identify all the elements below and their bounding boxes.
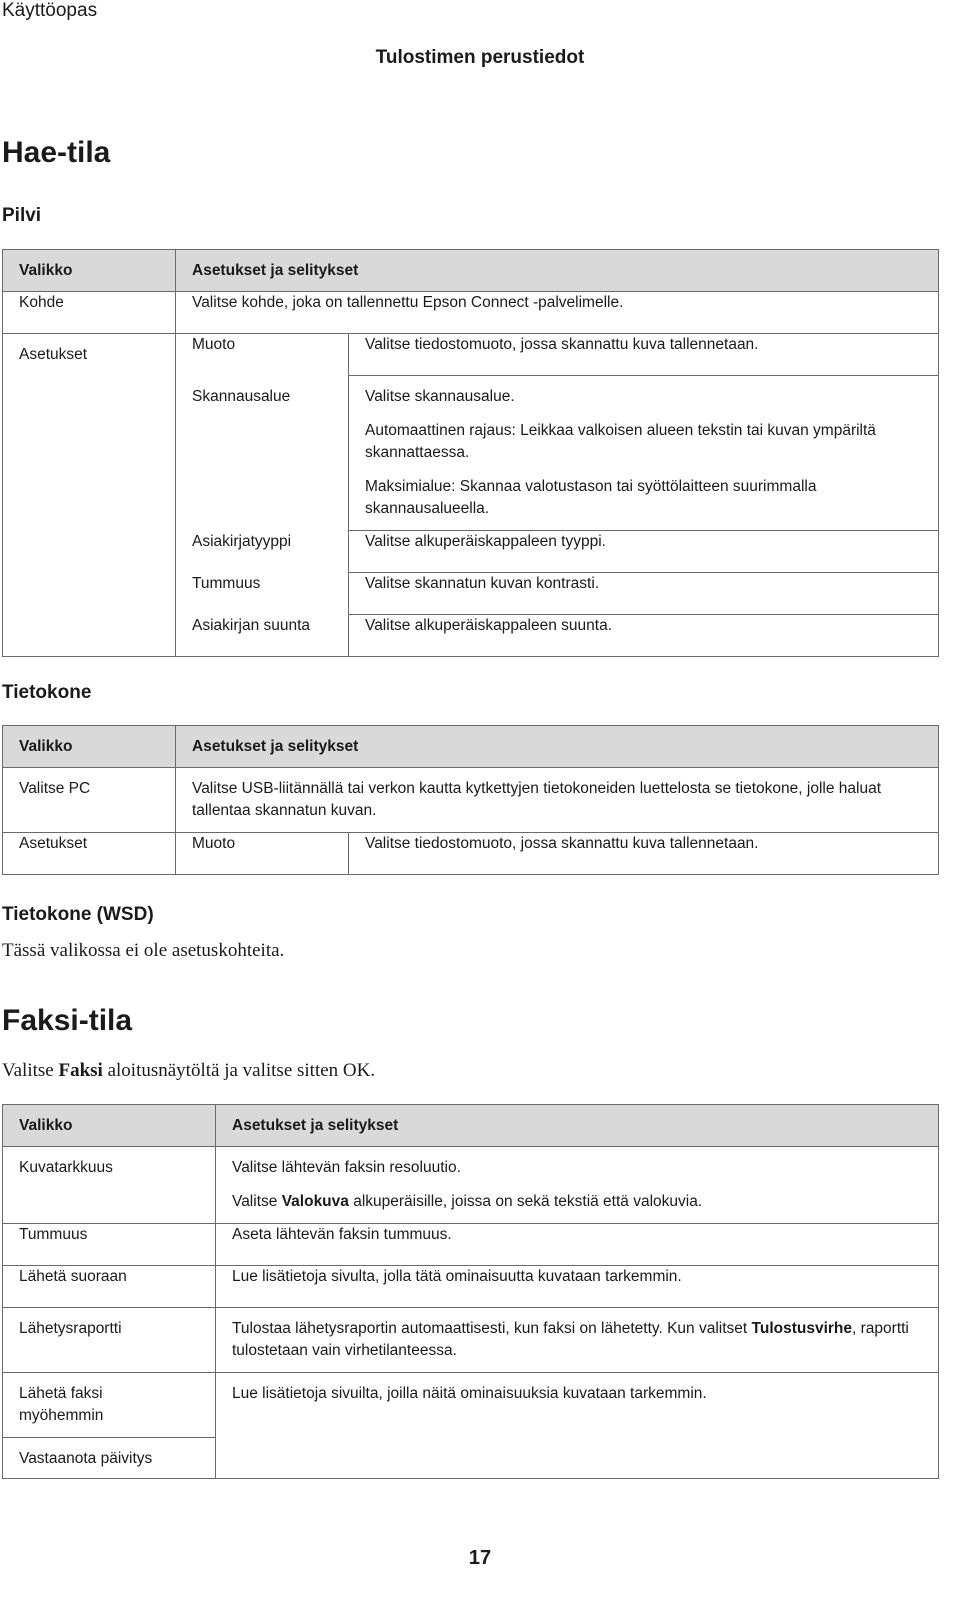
table-row: [3, 1266, 939, 1308]
quality-text-2: [232, 1191, 922, 1213]
area-text-3: Maksimialue: Skannaa valotustason tai syöttölaitteen suurimmalla skannausalueella.: [365, 478, 817, 517]
row-text: Lue lisätietoja sivulta, jolla tätä ominaisuutta kuvataan tarkemmin.: [216, 1266, 939, 1308]
row-text-block: [216, 1147, 939, 1224]
cloud-heading: Pilvi: [2, 205, 42, 226]
wsd-heading: Tietokone (WSD): [2, 904, 154, 925]
table-row: [3, 1308, 939, 1373]
fax-intro-bold: Faksi: [58, 1060, 103, 1081]
row-text: Valitse alkuperäiskappaleen suunta.: [349, 615, 939, 657]
table-row: [3, 292, 939, 334]
computer-table: [2, 725, 939, 875]
row-text: Valitse tiedostomuoto, jossa skannattu kuva tallennetaan.: [349, 334, 939, 376]
row-text: Lue lisätietoja sivuilta, joilla näitä ominaisuuksia kuvataan tarkemmin.: [216, 1373, 939, 1479]
row-sublabel: Muoto: [176, 833, 349, 875]
table-header-row: [3, 250, 939, 292]
fax-table: [2, 1104, 939, 1479]
area-text-2: Automaattinen rajaus: Leikkaa valkoisen alueen tekstin tai kuvan ympäriltä skannattaessa.: [365, 422, 876, 461]
row-label: Kohde: [3, 292, 176, 334]
fax-intro-a: Valitse: [2, 1060, 59, 1081]
row-sublabel: Asiakirjatyyppi: [176, 531, 349, 573]
fax-intro: [2, 1060, 375, 1082]
table-row: [3, 1373, 939, 1438]
fax-intro-b: aloitusnäytöltä ja valitse sitten OK.: [102, 1060, 376, 1081]
row-text-block: [349, 376, 939, 531]
fax-mode-heading: Faksi-tila: [2, 1004, 133, 1037]
row-text: Aseta lähtevän faksin tummuus.: [216, 1224, 939, 1266]
row-text: Valitse skannatun kuvan kontrasti.: [349, 573, 939, 615]
table-row: [3, 1147, 939, 1224]
cloud-table: [2, 249, 939, 657]
col-menu-header: Valikko: [3, 250, 176, 292]
col-settings-header: Asetukset ja selitykset: [176, 726, 939, 768]
table-row: [3, 1224, 939, 1266]
col-settings-header: Asetukset ja selitykset: [216, 1105, 939, 1147]
col-menu-header: Valikko: [3, 726, 176, 768]
row-label: Lähetä faksi myöhemmin: [3, 1373, 216, 1438]
report-text-a: Tulostaa lähetysraportin automaattisesti, kun faksi on lähetetty. Kun valitset: [232, 1320, 752, 1337]
quality-text-2a: Valitse: [232, 1193, 282, 1210]
table-row: [3, 334, 939, 376]
table-row: [3, 768, 939, 833]
row-text: Valitse USB-liitännällä tai verkon kautta kytkettyjen tietokoneiden luettelosta se tietokone, jolle haluat tallentaa skannatun kuvan.: [176, 768, 939, 833]
row-label: Valitse PC: [3, 768, 176, 833]
area-text-1: Valitse skannausalue.: [365, 388, 515, 405]
quality-text-1: Valitse lähtevän faksin resoluutio.: [232, 1159, 461, 1176]
col-settings-header: Asetukset ja selitykset: [176, 250, 939, 292]
quality-text-2b: alkuperäisille, joissa on sekä tekstiä että valokuvia.: [348, 1193, 703, 1210]
page-number: 17: [468, 1547, 492, 1569]
quality-text-2-bold: Valokuva: [281, 1193, 349, 1210]
row-label: Asetukset: [3, 833, 176, 875]
row-sublabel: Muoto: [176, 334, 349, 376]
row-label: Asetukset: [3, 334, 176, 657]
table-header-row: [3, 1105, 939, 1147]
row-text: Valitse kohde, joka on tallennettu Epson Connect -palvelimelle.: [176, 292, 939, 334]
row-text: Valitse tiedostomuoto, jossa skannattu kuva tallennetaan.: [349, 833, 939, 875]
row-sublabel: Tummuus: [176, 573, 349, 615]
header-doc-title: Käyttöopas: [2, 0, 98, 21]
table-row: [3, 833, 939, 875]
row-label: Tummuus: [3, 1224, 216, 1266]
row-label: Lähetä suoraan: [3, 1266, 216, 1308]
row-label: Kuvatarkkuus: [3, 1147, 216, 1224]
scan-mode-heading: Hae-tila: [2, 136, 111, 169]
row-text: Valitse alkuperäiskappaleen tyyppi.: [349, 531, 939, 573]
row-sublabel: Asiakirjan suunta: [176, 615, 349, 657]
header-section-title: Tulostimen perustiedot: [375, 47, 585, 68]
row-text: [216, 1308, 939, 1373]
wsd-text: Tässä valikossa ei ole asetuskohteita.: [2, 940, 285, 961]
report-text-b: , raportti tulostetaan vain virhetilanteessa.: [232, 1320, 909, 1359]
report-text-bold: Tulostusvirhe: [751, 1320, 853, 1337]
row-label: Vastaanota päivitys: [3, 1438, 216, 1479]
row-sublabel: Skannausalue: [176, 376, 349, 531]
row-label: Lähetysraportti: [3, 1308, 216, 1373]
col-menu-header: Valikko: [3, 1105, 216, 1147]
table-header-row: [3, 726, 939, 768]
computer-heading: Tietokone: [2, 682, 92, 703]
